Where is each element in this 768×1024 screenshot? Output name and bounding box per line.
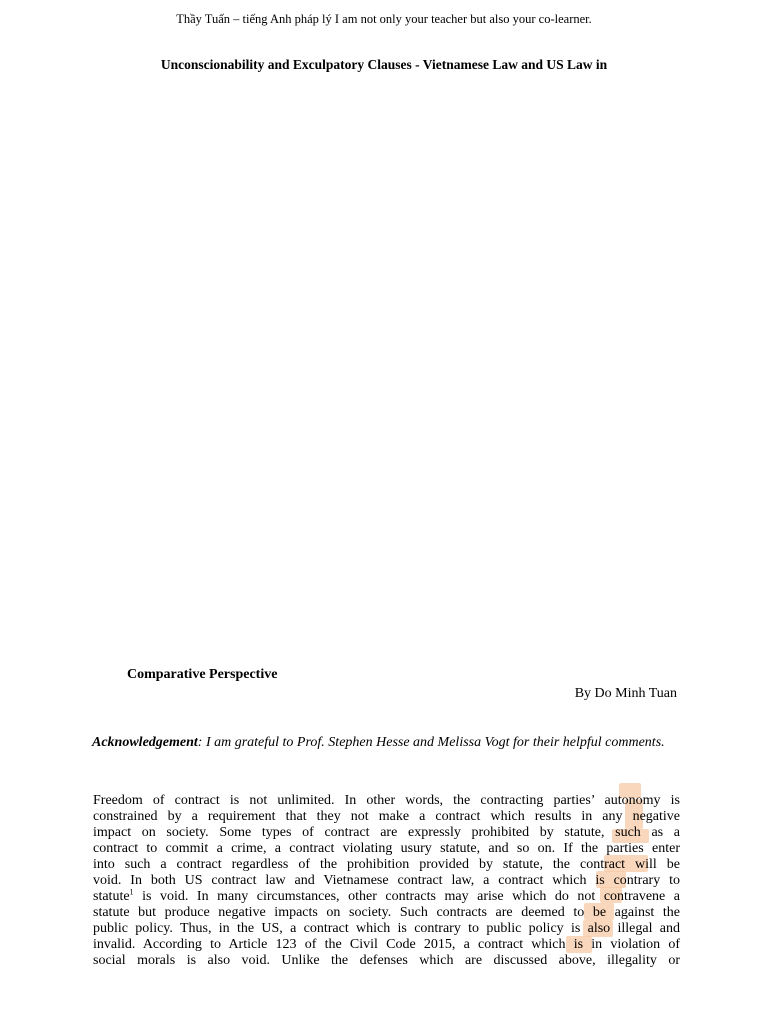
document-title: Unconscionability and Exculpatory Clauses - Vietnamese Law and US Law in — [160, 57, 608, 72]
body-line: into such a contract regardless of the prohibition provided by statute, the contract will be — [93, 857, 680, 872]
author-byline: By Do Minh Tuan — [574, 686, 677, 701]
body-line: contract to commit a crime, a contract violating usury statute, and so on. If the parties enter — [93, 841, 680, 856]
document-subtitle: Comparative Perspective — [127, 667, 278, 682]
body-line: impact on society. Some types of contract are expressly prohibited by statute, such as a — [93, 825, 680, 840]
body-line: void. In both US contract law and Vietnamese contract law, a contract which is contrary to — [93, 873, 680, 888]
body-line: social morals is also void. Unlike the defenses which are discussed above, illegality or — [93, 953, 680, 968]
body-line-text: is void. In many circumstances, other contracts may arise which do not contravene a — [142, 889, 681, 904]
body-line: constrained by a requirement that they not make a contract which results in any negative — [93, 809, 680, 824]
body-line: invalid. According to Article 123 of the Civil Code 2015, a contract which is in violation of — [93, 937, 680, 952]
footnote-reference[interactable]: 1 — [129, 887, 134, 897]
body-line: statute but produce negative impacts on society. Such contracts are deemed to be against the — [93, 905, 680, 920]
body-line-footnote — [93, 889, 680, 905]
acknowledgement-label: Acknowledgement — [92, 735, 198, 750]
acknowledgement — [92, 734, 680, 751]
body-line: Freedom of contract is not unlimited. In other words, the contracting parties’ autonomy is — [93, 793, 680, 808]
body-paragraph — [93, 793, 680, 969]
footnote-word: statute — [93, 889, 130, 904]
acknowledgement-text: : I am grateful to Prof. Stephen Hesse and Melissa Vogt for their helpful comments. — [197, 735, 665, 750]
page-header: Thầy Tuấn – tiếng Anh pháp lý I am not only your teacher but also your co-learner. — [176, 12, 592, 26]
body-line: public policy. Thus, in the US, a contract which is contrary to public policy is also illegal and — [93, 921, 680, 936]
